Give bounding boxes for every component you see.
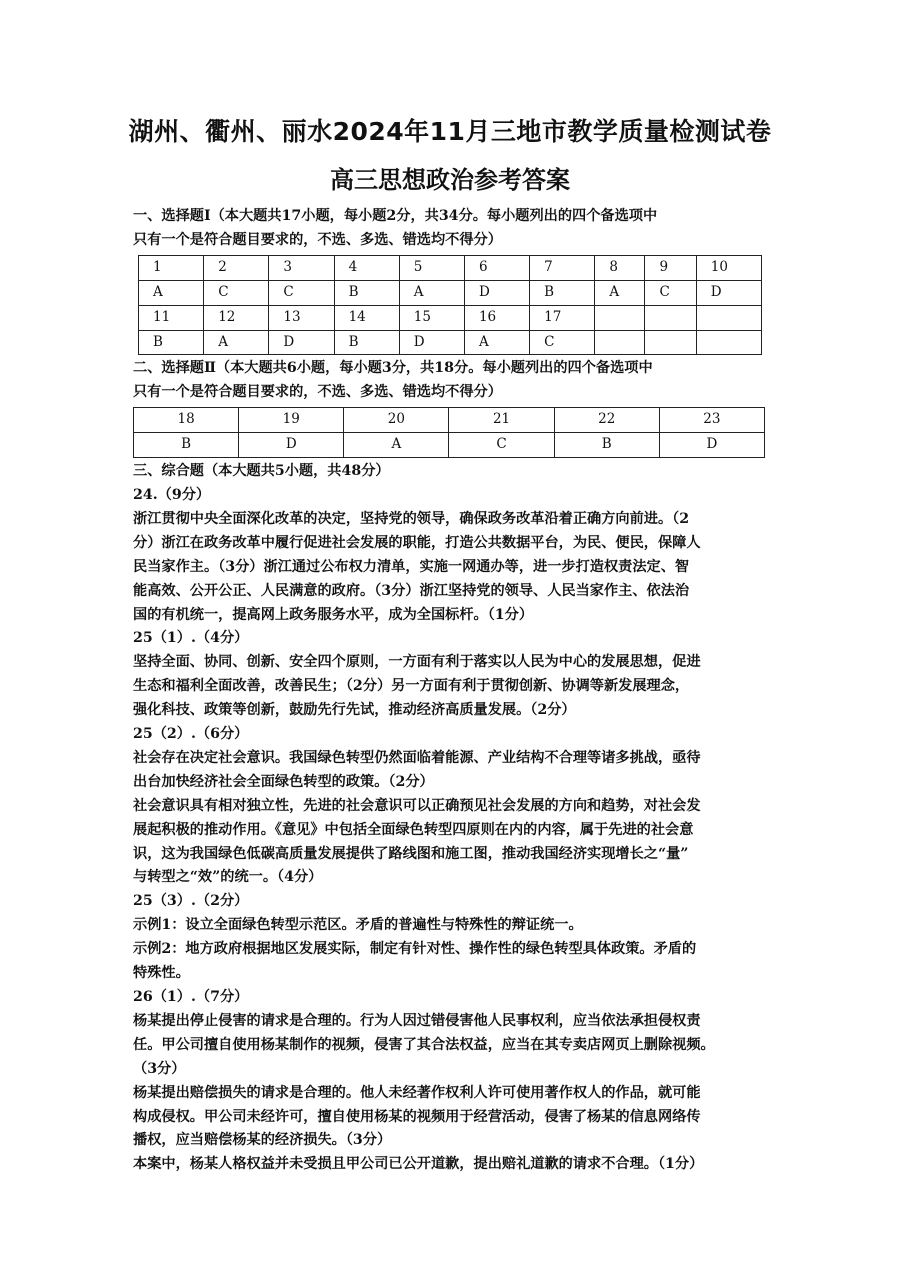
- answer-line: 构成侵权。甲公司未经许可，擅自使用杨某的视频用于经营活动，侵害了杨某的信息网络传: [133, 1108, 701, 1125]
- answer-line: 25（3）.（2分）: [133, 893, 249, 910]
- section2-cell: D: [239, 433, 344, 458]
- answer-line: 能高效、公开公正、人民满意的政府。（3分）浙江坚持党的领导、人民当家作主、依法治: [133, 582, 690, 599]
- section1-cell: C: [530, 330, 595, 355]
- answer-line: 本案中，杨某人格权益并未受损且甲公司已公开道歉，提出赔礼道歉的请求不合理。（1分）: [133, 1156, 704, 1173]
- section1-cell: 3: [269, 255, 334, 280]
- section1-cell: B: [334, 280, 399, 305]
- section1-cell: B: [139, 330, 204, 355]
- section1-cell: A: [399, 280, 464, 305]
- answer-line: 25（1）.（4分）: [133, 630, 249, 647]
- section2-cell: C: [449, 433, 554, 458]
- section1-cell: D: [464, 280, 529, 305]
- section1-cell: A: [464, 330, 529, 355]
- section1-heading-cont: 只有一个是符合题目要求的，不选、多选、错选均不得分）: [133, 231, 502, 248]
- section1-cell: 6: [464, 255, 529, 280]
- section1-cell: 14: [334, 305, 399, 330]
- section1-cell: 9: [645, 255, 696, 280]
- section1-heading: 一、选择题Ⅰ（本大题共17小题，每小题2分，共34分。每小题列出的四个备选项中: [133, 208, 658, 224]
- section2-row: [134, 408, 765, 433]
- section1-row: [139, 330, 762, 355]
- section1-row: [139, 255, 762, 280]
- section1-cell: A: [595, 280, 645, 305]
- section3-body: [133, 484, 773, 1177]
- section1-cell: 1: [139, 255, 204, 280]
- answer-line: 社会意识具有相对独立性，先进的社会意识可以正确预见社会发展的方向和趋势，对社会发: [133, 797, 701, 814]
- section2-cell: D: [659, 433, 764, 458]
- section2-cell: 21: [449, 408, 554, 433]
- section1-cell: B: [530, 280, 595, 305]
- answer-line: 示例2：地方政府根据地区发展实际，制定有针对性、操作性的绿色转型具体政策。矛盾的: [133, 941, 697, 958]
- section1-cell: [595, 305, 645, 330]
- answer-line: 25（2）.（6分）: [133, 726, 249, 743]
- answer-line: 民当家作主。（3分）浙江通过公布权力清单，实施一网通办等，进一步打造权责法定、智: [133, 558, 690, 575]
- answer-line: 国的有机统一，提高网上政务服务水平，成为全国标杆。（1分）: [133, 606, 534, 623]
- section1-cell: A: [204, 330, 269, 355]
- document-title: 湖州、衢州、丽水2024年11月三地市教学质量检测试卷: [128, 117, 772, 146]
- section2-cell: B: [134, 433, 239, 458]
- answer-line: 示例1：设立全面绿色转型示范区。矛盾的普遍性与特殊性的辩证统一。: [133, 917, 583, 934]
- document-body: [133, 205, 773, 1177]
- answer-line: 杨某提出停止侵害的请求是合理的。行为人因过错侵害他人民事权利，应当依法承担侵权责: [133, 1012, 701, 1029]
- section2-cell: 23: [659, 408, 764, 433]
- section1-cell: 2: [204, 255, 269, 280]
- section2-cell: 18: [134, 408, 239, 433]
- section1-cell: [645, 330, 696, 355]
- answer-line: 社会存在决定社会意识。我国绿色转型仍然面临着能源、产业结构不合理等诸多挑战，亟待: [133, 749, 701, 766]
- answer-line: 杨某提出赔偿损失的请求是合理的。他人未经著作权利人许可使用著作权人的作品，就可能: [133, 1084, 701, 1101]
- section2-cell: 19: [239, 408, 344, 433]
- section2-cell: 20: [344, 408, 449, 433]
- answer-line: 坚持全面、协同、创新、安全四个原则，一方面有利于落实以人民为中心的发展思想，促进: [133, 654, 701, 671]
- section2-row: [134, 433, 765, 458]
- answer-line: （3分）: [133, 1060, 186, 1077]
- section1-cell: 10: [696, 255, 761, 280]
- section2-answer-table: [133, 407, 765, 458]
- section1-cell: [645, 305, 696, 330]
- answer-line: 26（1）.（7分）: [133, 989, 249, 1005]
- section1-cell: B: [334, 330, 399, 355]
- section1-cell: A: [139, 280, 204, 305]
- section2-heading-cont: 只有一个是符合题目要求的，不选、多选、错选均不得分）: [133, 384, 502, 401]
- section2-cell: B: [554, 433, 659, 458]
- section1-answer-table: [138, 255, 762, 356]
- answer-line: 任。甲公司擅自使用杨某制作的视频，侵害了其合法权益，应当在其专卖店网页上删除视频。: [133, 1036, 715, 1053]
- answer-line: 特殊性。: [133, 965, 190, 982]
- section1-cell: 4: [334, 255, 399, 280]
- section1-cell: 13: [269, 305, 334, 330]
- section1-cell: C: [204, 280, 269, 305]
- section1-cell: 8: [595, 255, 645, 280]
- section2-cell: A: [344, 433, 449, 458]
- section1-cell: 15: [399, 305, 464, 330]
- answer-line: 强化科技、政策等创新，鼓励先行先试，推动经济高质量发展。（2分）: [133, 702, 576, 719]
- answer-line: 识，这为我国绿色低碳高质量发展提供了路线图和施工图，推动我国经济实现增长之“量”: [133, 845, 689, 862]
- section1-cell: C: [645, 280, 696, 305]
- section1-cell: D: [269, 330, 334, 355]
- document-subtitle: 高三思想政治参考答案: [330, 166, 570, 194]
- section1-cell: 12: [204, 305, 269, 330]
- section1-row: [139, 280, 762, 305]
- section1-cell: 11: [139, 305, 204, 330]
- section1-row: [139, 305, 762, 330]
- section1-cell: [696, 330, 761, 355]
- section1-cell: D: [399, 330, 464, 355]
- answer-line: 展起积极的推动作用。《意见》中包括全面绿色转型四原则在内的内容，属于先进的社会意: [133, 821, 694, 838]
- section1-cell: 16: [464, 305, 529, 330]
- answer-line: 生态和福利全面改善，改善民生；（2分）另一方面有利于贯彻创新、协调等新发展理念，: [133, 678, 690, 695]
- section2-cell: 22: [554, 408, 659, 433]
- answer-line: 与转型之“效”的统一。（4分）: [133, 869, 323, 886]
- section3-heading: 三、综合题（本大题共5小题，共48分）: [133, 463, 390, 480]
- answer-line: 播权，应当赔偿杨某的经济损失。（3分）: [133, 1132, 392, 1149]
- section1-cell: [595, 330, 645, 355]
- answer-line: 分）浙江在政务改革中履行促进社会发展的职能，打造公共数据平台，为民、便民，保障人: [133, 534, 701, 551]
- section1-cell: 5: [399, 255, 464, 280]
- section2-heading: 二、选择题Ⅱ（本大题共6小题，每小题3分，共18分。每小题列出的四个备选项中: [133, 360, 653, 377]
- section1-cell: [696, 305, 761, 330]
- answer-line: 出台加快经济社会全面绿色转型的政策。（2分）: [133, 773, 434, 790]
- answer-line: 浙江贯彻中央全面深化改革的决定，坚持党的领导，确保政务改革沿着正确方向前进。（2: [133, 510, 690, 527]
- section1-cell: C: [269, 280, 334, 305]
- section1-cell: D: [696, 280, 761, 305]
- answer-line: 24.（9分）: [133, 486, 211, 503]
- section1-cell: 17: [530, 305, 595, 330]
- section1-cell: 7: [530, 255, 595, 280]
